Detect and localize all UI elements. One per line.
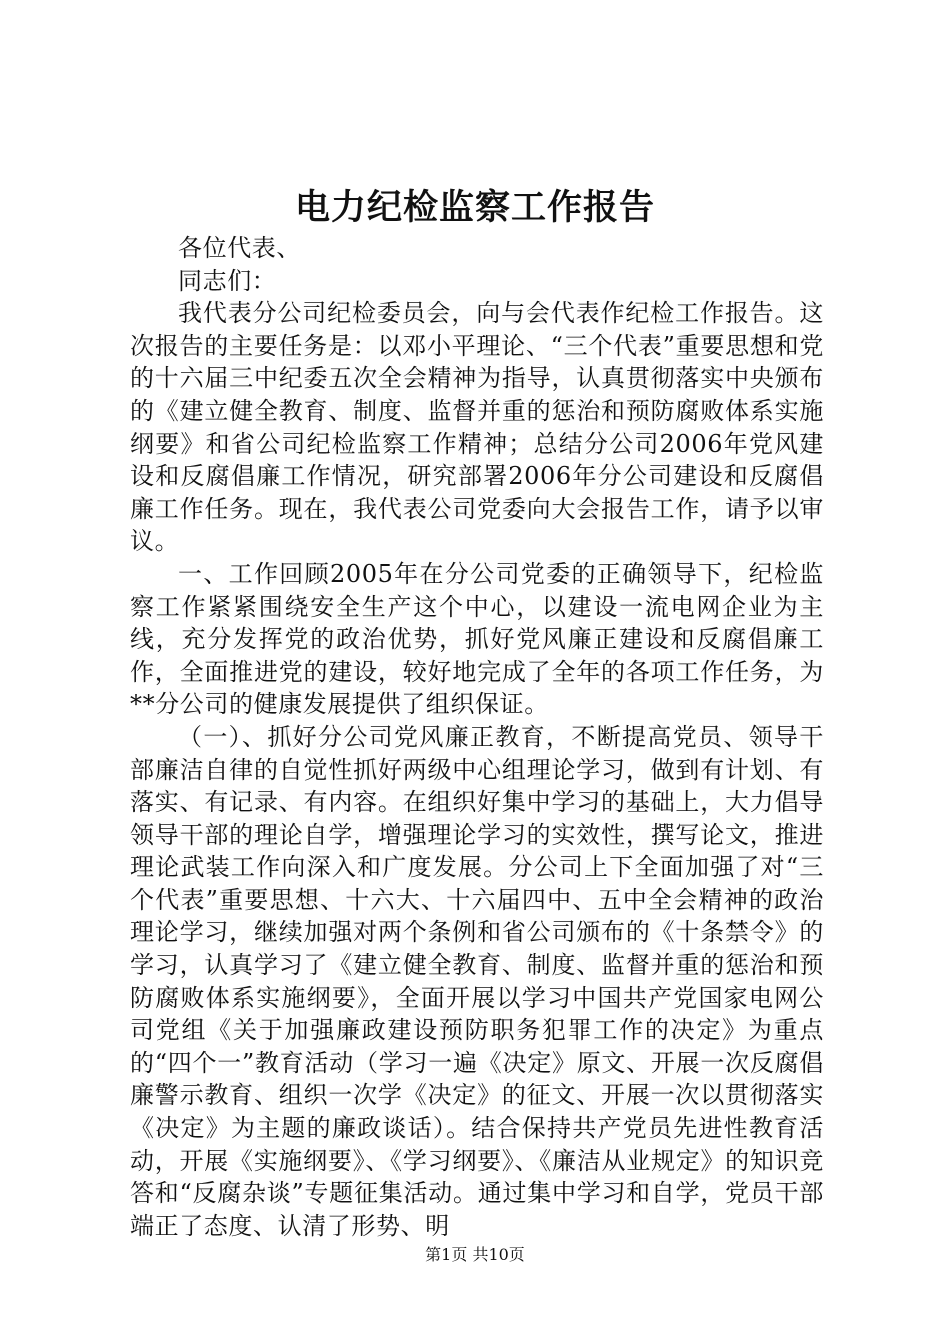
document-title: 电力纪检监察工作报告 bbox=[294, 187, 655, 228]
page-footer: 第1页 共10页 bbox=[425, 1245, 525, 1264]
document-body bbox=[130, 232, 824, 1242]
body-paragraph: 我代表分公司纪检委员会，向与会代表作纪检工作报告。这次报告的主要任务是：以邓小平理论、“三个代表”重要思想和党的十六届三中纪委五次全会精神为指导，认真贯彻落实中央颁布的《建立健全教育、制度、监督并重的惩治和预防腐败体系实施纲要》和省公司纪检监察工作精神；总结分公司2006年党风建设和反腐倡廉工作情况，研究部署2006年分公司建设和反腐倡廉工作任务。现在，我代表公司党委向大会报告工作，请予以审议。 bbox=[130, 299, 824, 556]
body-paragraph: 一、工作回顾2005年在分公司党委的正确领导下，纪检监察工作紧紧围绕安全生产这个中心，以建设一流电网企业为主线，充分发挥党的政治优势，抓好党风廉正建设和反腐倡廉工作，全面推进党的建设，较好地完成了全年的各项工作任务，为**分公司的健康发展提供了组织保证。 bbox=[130, 559, 824, 719]
salutation-line: 同志们： bbox=[178, 266, 277, 295]
body-paragraph: （一）、抓好分公司党风廉正教育，不断提高党员、领导干部廉洁自律的自觉性抓好两级中心组理论学习，做到有计划、有落实、有记录、有内容。在组织好集中学习的基础上，大力倡导领导干部的理论自学，增强理论学习的实效性，撰写论文，推进理论武装工作向深入和广度发展。分公司上下全面加强了对“三个代表”重要思想、十六大、十六届四中、五中全会精神的政治理论学习，继续加强对两个条例和省公司颁布的《十条禁令》的学习，认真学习了《建立健全教育、制度、监督并重的惩治和预防腐败体系实施纲要》，全面开展以学习中国共产党国家电网公司党组《关于加强廉政建设预防职务犯罪工作的决定》为重点的“四个一”教育活动（学习一遍《决定》原文、开展一次反腐倡廉警示教育、组织一次学《决定》的征文、开展一次以贯彻落实《决定》为主题的廉政谈话）。结合保持共产党员先进性教育活动，开展《实施纲要》、《学习纲要》、《廉洁从业规定》的知识竞答和“反腐杂谈”专题征集活动。通过集中学习和自学，党员干部端正了态度、认清了形势、明 bbox=[130, 722, 824, 1240]
salutation-line: 各位代表、 bbox=[178, 234, 301, 262]
